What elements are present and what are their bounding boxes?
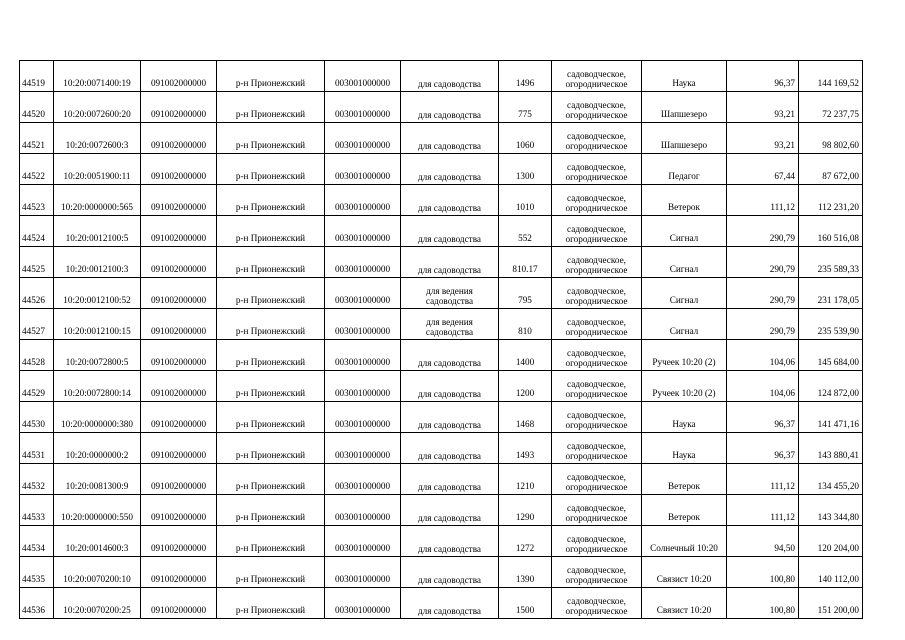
district-cell: р-н Прионежский — [217, 92, 325, 123]
okato-code-cell: 091002000000 — [141, 185, 217, 216]
cadastral-value-cell: 143 880,41 — [799, 433, 863, 464]
table-row — [20, 61, 863, 92]
land-code-cell: 003001000000 — [325, 402, 401, 433]
land-code-cell: 003001000000 — [325, 433, 401, 464]
cadastral-number-cell: 10:20:0012100:15 — [54, 309, 141, 340]
unit-rate-cell: 94,50 — [727, 526, 799, 557]
unit-rate-cell: 96,37 — [727, 402, 799, 433]
category-cell: садоводческое, огородническое — [552, 309, 642, 340]
record-number-cell: 44536 — [20, 588, 54, 619]
area-cell: 1400 — [499, 340, 552, 371]
permitted-use-cell: для садоводства — [401, 526, 499, 557]
table-row — [20, 433, 863, 464]
category-cell: садоводческое, огородническое — [552, 185, 642, 216]
area-cell: 1500 — [499, 588, 552, 619]
district-cell: р-н Прионежский — [217, 61, 325, 92]
category-cell: садоводческое, огородническое — [552, 92, 642, 123]
area-cell: 1468 — [499, 402, 552, 433]
cadastral-number-cell: 10:20:0000000:550 — [54, 495, 141, 526]
settlement-cell: Наука — [642, 433, 727, 464]
okato-code-cell: 091002000000 — [141, 92, 217, 123]
cadastral-number-cell: 10:20:0012100:5 — [54, 216, 141, 247]
table-row — [20, 588, 863, 619]
cadastral-value-cell: 143 344,80 — [799, 495, 863, 526]
cadastral-number-cell: 10:20:0070200:10 — [54, 557, 141, 588]
area-cell: 1290 — [499, 495, 552, 526]
settlement-cell: Ветерок — [642, 495, 727, 526]
area-cell: 1496 — [499, 61, 552, 92]
okato-code-cell: 091002000000 — [141, 433, 217, 464]
cadastral-value-cell: 112 231,20 — [799, 185, 863, 216]
cadastral-number-cell: 10:20:0071400:19 — [54, 61, 141, 92]
okato-code-cell: 091002000000 — [141, 495, 217, 526]
area-cell: 810.17 — [499, 247, 552, 278]
district-cell: р-н Прионежский — [217, 495, 325, 526]
category-cell: садоводческое, огородническое — [552, 526, 642, 557]
land-code-cell: 003001000000 — [325, 247, 401, 278]
area-cell: 775 — [499, 92, 552, 123]
permitted-use-cell: для садоводства — [401, 216, 499, 247]
district-cell: р-н Прионежский — [217, 433, 325, 464]
permitted-use-cell: для садоводства — [401, 557, 499, 588]
table-row — [20, 278, 863, 309]
district-cell: р-н Прионежский — [217, 371, 325, 402]
record-number-cell: 44519 — [20, 61, 54, 92]
permitted-use-cell: для садоводства — [401, 433, 499, 464]
area-cell: 1200 — [499, 371, 552, 402]
district-cell: р-н Прионежский — [217, 154, 325, 185]
okato-code-cell: 091002000000 — [141, 123, 217, 154]
cadastral-number-cell: 10:20:0072600:20 — [54, 92, 141, 123]
land-code-cell: 003001000000 — [325, 526, 401, 557]
settlement-cell: Связист 10:20 — [642, 557, 727, 588]
table-row — [20, 309, 863, 340]
cadastral-number-cell: 10:20:0081300:9 — [54, 464, 141, 495]
cadastral-number-cell: 10:20:0000000:380 — [54, 402, 141, 433]
area-cell: 1010 — [499, 185, 552, 216]
table-row — [20, 123, 863, 154]
district-cell: р-н Прионежский — [217, 588, 325, 619]
unit-rate-cell: 100,80 — [727, 588, 799, 619]
unit-rate-cell: 111,12 — [727, 464, 799, 495]
cadastral-value-cell: 145 684,00 — [799, 340, 863, 371]
cadastral-value-cell: 235 539,90 — [799, 309, 863, 340]
cadastral-value-cell: 141 471,16 — [799, 402, 863, 433]
settlement-cell: Сигнал — [642, 216, 727, 247]
unit-rate-cell: 290,79 — [727, 309, 799, 340]
unit-rate-cell: 93,21 — [727, 92, 799, 123]
area-cell: 552 — [499, 216, 552, 247]
settlement-cell: Ручеек 10:20 (2) — [642, 340, 727, 371]
settlement-cell: Шапшезеро — [642, 123, 727, 154]
record-number-cell: 44528 — [20, 340, 54, 371]
permitted-use-cell: для садоводства — [401, 247, 499, 278]
land-code-cell: 003001000000 — [325, 309, 401, 340]
cadastral-number-cell: 10:20:0072800:14 — [54, 371, 141, 402]
district-cell: р-н Прионежский — [217, 557, 325, 588]
settlement-cell: Ветерок — [642, 464, 727, 495]
cadastral-number-cell: 10:20:0014600:3 — [54, 526, 141, 557]
cadastral-number-cell: 10:20:0070200:25 — [54, 588, 141, 619]
cadastral-value-cell: 87 672,00 — [799, 154, 863, 185]
settlement-cell: Сигнал — [642, 247, 727, 278]
category-cell: садоводческое, огородническое — [552, 402, 642, 433]
table-row — [20, 185, 863, 216]
cadastral-number-cell: 10:20:0000000:2 — [54, 433, 141, 464]
settlement-cell: Педагог — [642, 154, 727, 185]
district-cell: р-н Прионежский — [217, 123, 325, 154]
table-row — [20, 340, 863, 371]
record-number-cell: 44527 — [20, 309, 54, 340]
category-cell: садоводческое, огородническое — [552, 154, 642, 185]
table-row — [20, 216, 863, 247]
okato-code-cell: 091002000000 — [141, 588, 217, 619]
land-code-cell: 003001000000 — [325, 588, 401, 619]
record-number-cell: 44525 — [20, 247, 54, 278]
land-code-cell: 003001000000 — [325, 340, 401, 371]
permitted-use-cell: для ведения садоводства — [401, 278, 499, 309]
area-cell: 1272 — [499, 526, 552, 557]
district-cell: р-н Прионежский — [217, 278, 325, 309]
category-cell: садоводческое, огородническое — [552, 247, 642, 278]
land-code-cell: 003001000000 — [325, 61, 401, 92]
settlement-cell: Сигнал — [642, 309, 727, 340]
table-row — [20, 526, 863, 557]
area-cell: 1493 — [499, 433, 552, 464]
record-number-cell: 44522 — [20, 154, 54, 185]
record-number-cell: 44521 — [20, 123, 54, 154]
okato-code-cell: 091002000000 — [141, 340, 217, 371]
cadastral-number-cell: 10:20:0072800:5 — [54, 340, 141, 371]
unit-rate-cell: 100,80 — [727, 557, 799, 588]
cadastral-number-cell: 10:20:0000000:565 — [54, 185, 141, 216]
permitted-use-cell: для садоводства — [401, 495, 499, 526]
cadastral-value-cell: 235 589,33 — [799, 247, 863, 278]
record-number-cell: 44530 — [20, 402, 54, 433]
land-code-cell: 003001000000 — [325, 185, 401, 216]
area-cell: 1390 — [499, 557, 552, 588]
land-code-cell: 003001000000 — [325, 216, 401, 247]
okato-code-cell: 091002000000 — [141, 464, 217, 495]
table-body — [20, 61, 863, 619]
land-code-cell: 003001000000 — [325, 278, 401, 309]
unit-rate-cell: 111,12 — [727, 495, 799, 526]
record-number-cell: 44532 — [20, 464, 54, 495]
land-code-cell: 003001000000 — [325, 92, 401, 123]
category-cell: садоводческое, огородническое — [552, 557, 642, 588]
permitted-use-cell: для садоводства — [401, 588, 499, 619]
okato-code-cell: 091002000000 — [141, 61, 217, 92]
record-number-cell: 44535 — [20, 557, 54, 588]
settlement-cell: Наука — [642, 402, 727, 433]
cadastral-number-cell: 10:20:0012100:3 — [54, 247, 141, 278]
land-code-cell: 003001000000 — [325, 123, 401, 154]
category-cell: садоводческое, огородническое — [552, 123, 642, 154]
cadastral-value-cell: 134 455,20 — [799, 464, 863, 495]
table-row — [20, 92, 863, 123]
cadastral-value-cell: 124 872,00 — [799, 371, 863, 402]
okato-code-cell: 091002000000 — [141, 216, 217, 247]
permitted-use-cell: для садоводства — [401, 340, 499, 371]
unit-rate-cell: 290,79 — [727, 278, 799, 309]
table-row — [20, 371, 863, 402]
cadastral-value-table — [19, 60, 863, 619]
district-cell: р-н Прионежский — [217, 185, 325, 216]
permitted-use-cell: для садоводства — [401, 402, 499, 433]
record-number-cell: 44520 — [20, 92, 54, 123]
cadastral-value-cell: 98 802,60 — [799, 123, 863, 154]
district-cell: р-н Прионежский — [217, 526, 325, 557]
cadastral-value-cell: 120 204,00 — [799, 526, 863, 557]
unit-rate-cell: 290,79 — [727, 216, 799, 247]
category-cell: садоводческое, огородническое — [552, 61, 642, 92]
land-code-cell: 003001000000 — [325, 495, 401, 526]
okato-code-cell: 091002000000 — [141, 278, 217, 309]
okato-code-cell: 091002000000 — [141, 309, 217, 340]
area-cell: 1060 — [499, 123, 552, 154]
okato-code-cell: 091002000000 — [141, 526, 217, 557]
unit-rate-cell: 96,37 — [727, 61, 799, 92]
category-cell: садоводческое, огородническое — [552, 495, 642, 526]
record-number-cell: 44526 — [20, 278, 54, 309]
record-number-cell: 44533 — [20, 495, 54, 526]
okato-code-cell: 091002000000 — [141, 371, 217, 402]
category-cell: садоводческое, огородническое — [552, 371, 642, 402]
district-cell: р-н Прионежский — [217, 464, 325, 495]
category-cell: садоводческое, огородническое — [552, 216, 642, 247]
land-code-cell: 003001000000 — [325, 557, 401, 588]
category-cell: садоводческое, огородническое — [552, 464, 642, 495]
permitted-use-cell: для садоводства — [401, 371, 499, 402]
land-code-cell: 003001000000 — [325, 371, 401, 402]
record-number-cell: 44529 — [20, 371, 54, 402]
permitted-use-cell: для садоводства — [401, 92, 499, 123]
unit-rate-cell: 290,79 — [727, 247, 799, 278]
area-cell: 810 — [499, 309, 552, 340]
record-number-cell: 44523 — [20, 185, 54, 216]
land-code-cell: 003001000000 — [325, 464, 401, 495]
table-row — [20, 557, 863, 588]
okato-code-cell: 091002000000 — [141, 557, 217, 588]
cadastral-value-cell: 231 178,05 — [799, 278, 863, 309]
unit-rate-cell: 111,12 — [727, 185, 799, 216]
settlement-cell: Связист 10:20 — [642, 588, 727, 619]
table-row — [20, 154, 863, 185]
record-number-cell: 44531 — [20, 433, 54, 464]
settlement-cell: Сигнал — [642, 278, 727, 309]
settlement-cell: Ветерок — [642, 185, 727, 216]
district-cell: р-н Прионежский — [217, 216, 325, 247]
category-cell: садоводческое, огородническое — [552, 433, 642, 464]
cadastral-number-cell: 10:20:0051900:11 — [54, 154, 141, 185]
unit-rate-cell: 93,21 — [727, 123, 799, 154]
okato-code-cell: 091002000000 — [141, 247, 217, 278]
district-cell: р-н Прионежский — [217, 309, 325, 340]
table-row — [20, 495, 863, 526]
district-cell: р-н Прионежский — [217, 247, 325, 278]
table-row — [20, 247, 863, 278]
cadastral-value-cell: 144 169,52 — [799, 61, 863, 92]
unit-rate-cell: 96,37 — [727, 433, 799, 464]
record-number-cell: 44534 — [20, 526, 54, 557]
table-row — [20, 464, 863, 495]
unit-rate-cell: 67,44 — [727, 154, 799, 185]
settlement-cell: Ручеек 10:20 (2) — [642, 371, 727, 402]
okato-code-cell: 091002000000 — [141, 402, 217, 433]
category-cell: садоводческое, огородническое — [552, 278, 642, 309]
okato-code-cell: 091002000000 — [141, 154, 217, 185]
unit-rate-cell: 104,06 — [727, 371, 799, 402]
cadastral-value-cell: 140 112,00 — [799, 557, 863, 588]
unit-rate-cell: 104,06 — [727, 340, 799, 371]
permitted-use-cell: для садоводства — [401, 123, 499, 154]
permitted-use-cell: для садоводства — [401, 185, 499, 216]
settlement-cell: Шапшезеро — [642, 92, 727, 123]
permitted-use-cell: для садоводства — [401, 464, 499, 495]
cadastral-value-cell: 160 516,08 — [799, 216, 863, 247]
permitted-use-cell: для садоводства — [401, 61, 499, 92]
settlement-cell: Солнечный 10:20 — [642, 526, 727, 557]
cadastral-value-cell: 151 200,00 — [799, 588, 863, 619]
category-cell: садоводческое, огородническое — [552, 340, 642, 371]
settlement-cell: Наука — [642, 61, 727, 92]
table-row — [20, 402, 863, 433]
cadastral-value-cell: 72 237,75 — [799, 92, 863, 123]
district-cell: р-н Прионежский — [217, 340, 325, 371]
record-number-cell: 44524 — [20, 216, 54, 247]
district-cell: р-н Прионежский — [217, 402, 325, 433]
permitted-use-cell: для садоводства — [401, 154, 499, 185]
cadastral-number-cell: 10:20:0012100:52 — [54, 278, 141, 309]
permitted-use-cell: для ведения садоводства — [401, 309, 499, 340]
category-cell: садоводческое, огородническое — [552, 588, 642, 619]
land-code-cell: 003001000000 — [325, 154, 401, 185]
area-cell: 1210 — [499, 464, 552, 495]
cadastral-number-cell: 10:20:0072600:3 — [54, 123, 141, 154]
area-cell: 1300 — [499, 154, 552, 185]
area-cell: 795 — [499, 278, 552, 309]
